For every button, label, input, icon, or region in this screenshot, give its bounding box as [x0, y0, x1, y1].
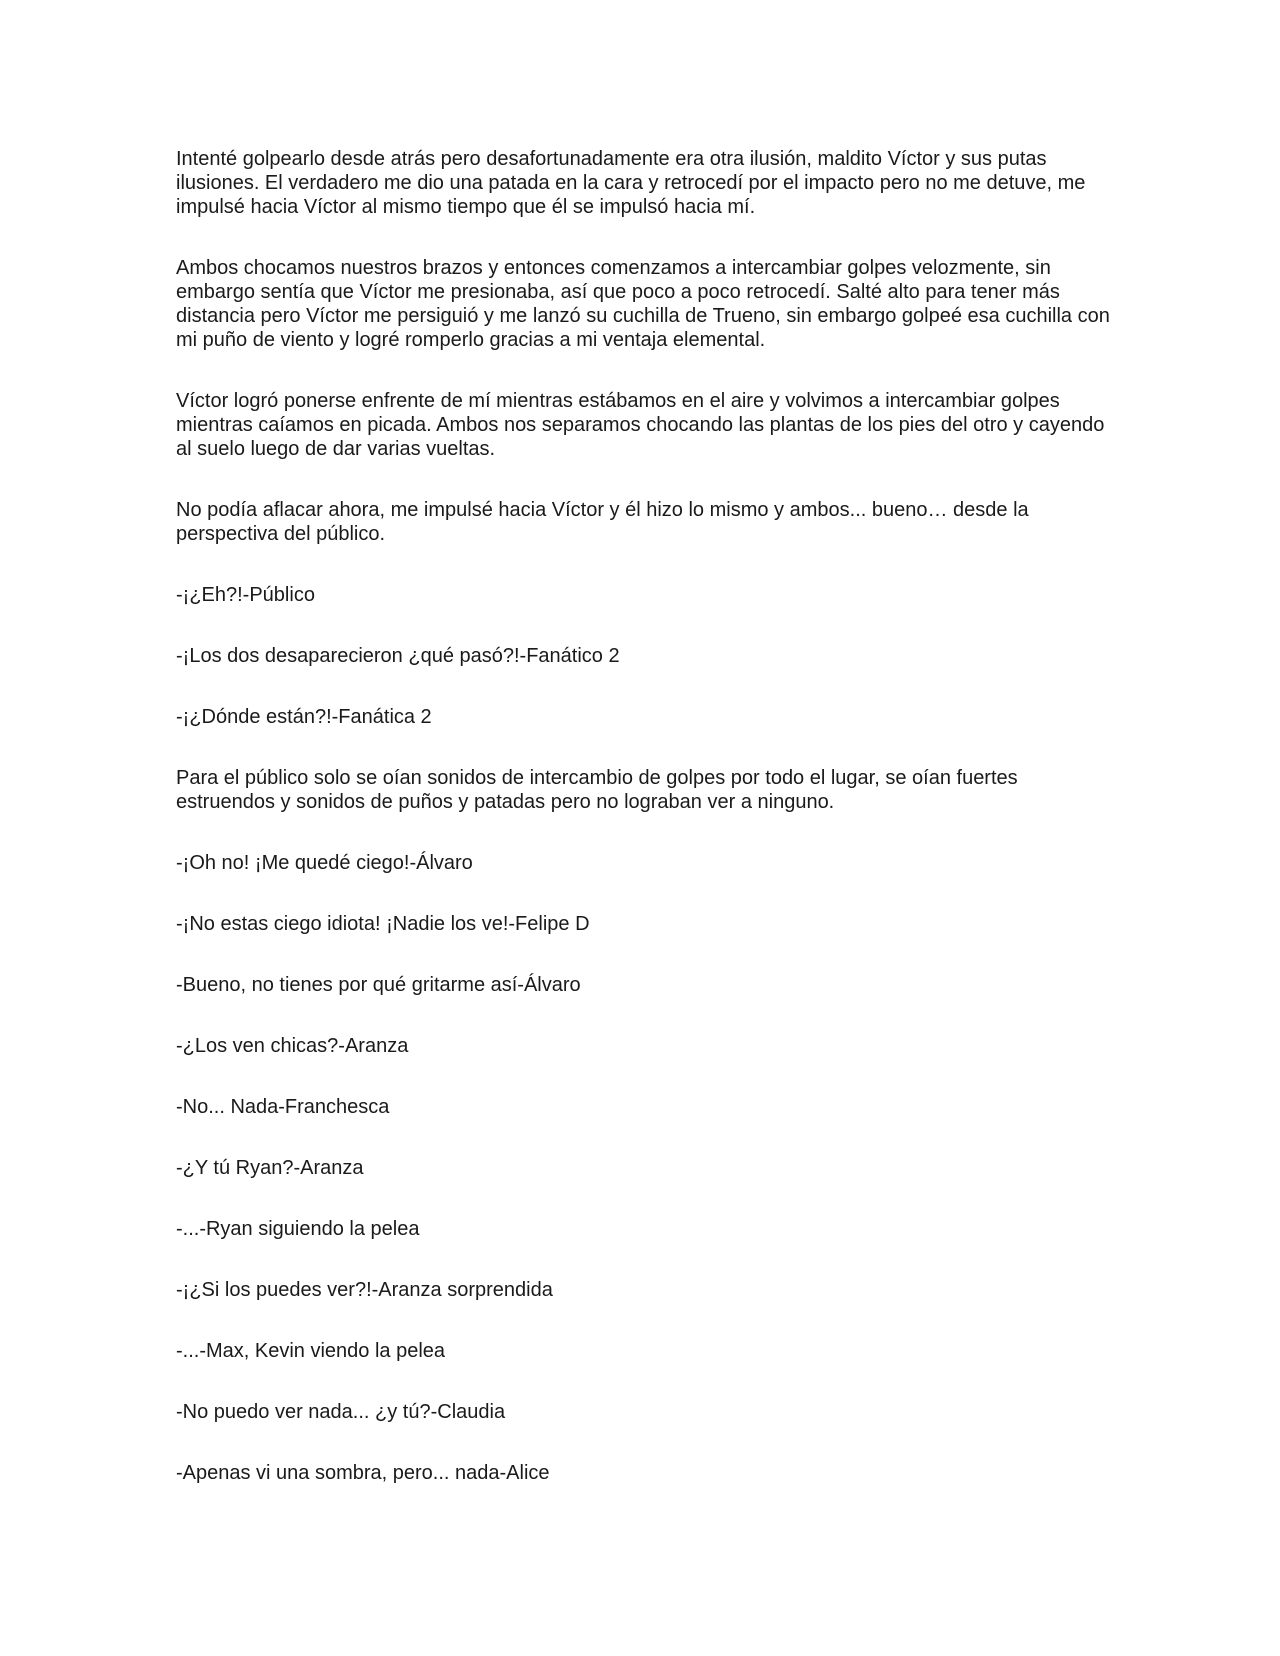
- paragraph-2: Ambos chocamos nuestros brazos y entonces comenzamos a intercambiar golpes velozmente, sin embargo sentía que Víctor me presionaba, así que poco a poco retrocedí. Salté alto para tener más distancia pero Víctor me persiguió y me lanzó su cuchilla de Trueno, sin embargo golpeé esa cuchilla con mi puño de viento y logré romperlo gracias a mi ventaja elemental.: [176, 257, 1110, 351]
- paragraph-4: No podía aflacar ahora, me impulsé hacia Víctor y él hizo lo mismo y ambos... bueno… desde la perspectiva del público.: [176, 499, 1029, 545]
- dialog-line-9: -¿Y tú Ryan?-Aranza: [176, 1157, 364, 1179]
- dialog-line-13: -No puedo ver nada... ¿y tú?-Claudia: [176, 1401, 506, 1423]
- dialog-line-11: -¡¿Si los puedes ver?!-Aranza sorprendida: [176, 1279, 553, 1301]
- dialog-line-14: -Apenas vi una sombra, pero... nada-Alice: [176, 1462, 550, 1484]
- dialog-line-2: -¡Los dos desaparecieron ¿qué pasó?!-Fanático 2: [176, 645, 620, 667]
- dialog-line-10: -...-Ryan siguiendo la pelea: [176, 1218, 420, 1240]
- dialog-line-1: -¡¿Eh?!-Público: [176, 584, 315, 606]
- dialog-line-3: -¡¿Dónde están?!-Fanática 2: [176, 706, 432, 728]
- document-page: [176, 147, 1111, 1522]
- paragraph-3: Víctor logró ponerse enfrente de mí mientras estábamos en el aire y volvimos a intercambiar golpes mientras caíamos en picada. Ambos nos separamos chocando las plantas de los pies del otro y cayendo al suelo luego de dar varias vueltas.: [176, 390, 1105, 460]
- dialog-line-7: -¿Los ven chicas?-Aranza: [176, 1035, 409, 1057]
- dialog-line-4: -¡Oh no! ¡Me quedé ciego!-Álvaro: [176, 852, 473, 874]
- dialog-line-6: -Bueno, no tienes por qué gritarme así-Álvaro: [176, 974, 581, 996]
- dialog-line-5: -¡No estas ciego idiota! ¡Nadie los ve!-Felipe D: [176, 913, 590, 935]
- dialog-line-8: -No... Nada-Franchesca: [176, 1096, 390, 1118]
- dialog-line-12: -...-Max, Kevin viendo la pelea: [176, 1340, 446, 1362]
- paragraph-1: Intenté golpearlo desde atrás pero desafortunadamente era otra ilusión, maldito Víctor y sus putas ilusiones. El verdadero me dio una patada en la cara y retrocedí por el impacto pero no me detuve, me impulsé hacia Víctor al mismo tiempo que él se impulsó hacia mí.: [176, 148, 1086, 218]
- paragraph-5: Para el público solo se oían sonidos de intercambio de golpes por todo el lugar, se oían fuertes estruendos y sonidos de puños y patadas pero no lograban ver a ninguno.: [176, 767, 1018, 813]
